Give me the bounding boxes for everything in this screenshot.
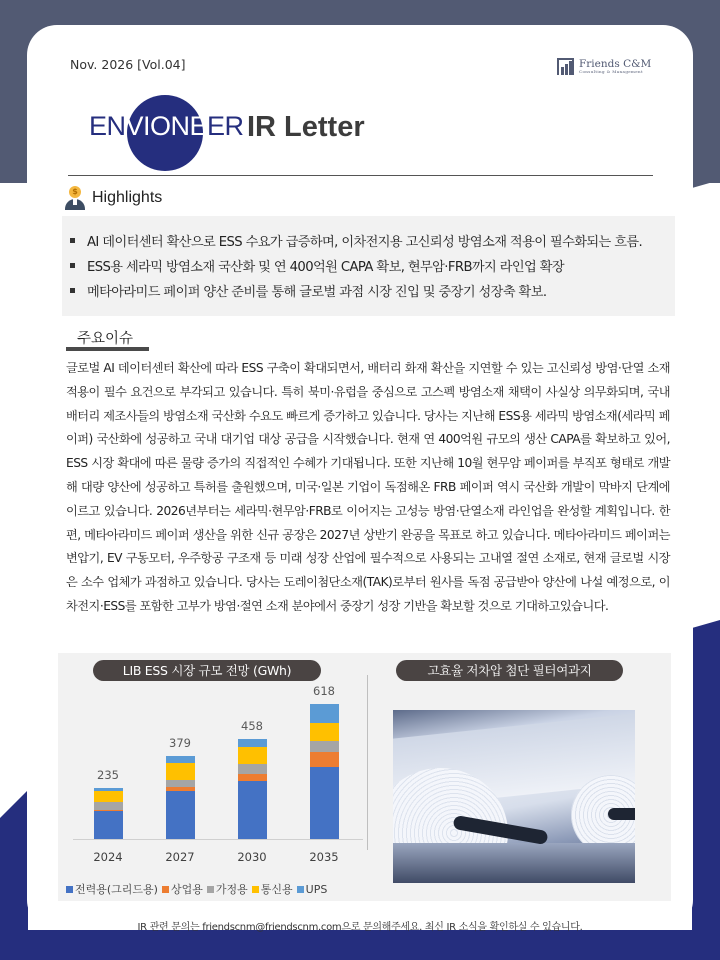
square-bullet-icon — [70, 288, 75, 293]
background-bottom-band — [0, 930, 720, 960]
background-right-bottom-accent — [692, 620, 720, 960]
legend-item: 가정용 — [207, 881, 248, 897]
legend-swatch-icon — [162, 886, 169, 893]
legend-swatch-icon — [252, 886, 259, 893]
brand-subtitle: Consulting & Management — [579, 69, 643, 75]
bar-segment — [238, 739, 267, 747]
chart-divider — [367, 675, 368, 850]
legend-item: UPS — [297, 881, 328, 897]
bar-segment — [166, 780, 195, 788]
highlight-item: 메타아라미드 페이퍼 양산 준비를 통해 글로벌 과점 시장 진입 및 중장기 성장축 확보. — [70, 278, 675, 303]
highlight-item: AI 데이터센터 확산으로 ESS 수요가 급증하며, 이차전지용 고신뢰성 방염소재 적용이 필수화되는 흐름. — [70, 228, 675, 253]
chart-title-pill: LIB ESS 시장 규모 전망 (GWh) — [93, 660, 321, 681]
highlight-item: ESS용 세라믹 방염소재 국산화 및 연 400억원 CAPA 확보, 현무암·FRB까지 라인업 확장 — [70, 253, 675, 278]
bar-segment — [94, 802, 123, 810]
logo-text-before: EN — [89, 111, 126, 141]
x-axis-label: 2027 — [165, 850, 195, 864]
bar-segment — [238, 747, 267, 764]
brand-name: Friends C&M — [579, 57, 652, 70]
bar-segment — [238, 764, 267, 774]
bar-segment — [310, 723, 339, 742]
bar-segment — [166, 763, 195, 779]
highlights-header — [64, 186, 162, 210]
bar-segment — [94, 791, 123, 802]
square-bullet-icon — [70, 238, 75, 243]
square-bullet-icon — [70, 263, 75, 268]
footer-contact: IR 관련 문의는 friendscnm@friendscnm.com으로 문의해주세요. 최신 IR 소식을 확인하실 수 있습니다. — [137, 922, 583, 933]
bar-total-label: 458 — [241, 719, 263, 734]
x-axis-label: 2030 — [237, 850, 267, 864]
figures-panel — [58, 653, 671, 901]
bar-total-label: 235 — [97, 767, 119, 782]
background-right-accent — [692, 40, 720, 190]
highlights-title: Highlights — [92, 189, 163, 206]
chart-bar-2027 — [166, 756, 195, 839]
photo-title-pill: 고효율 저차압 첨단 필터여과지 — [396, 660, 623, 681]
chart-bar-2024 — [94, 788, 123, 839]
title-divider — [68, 175, 653, 176]
legend-swatch-icon — [207, 886, 214, 893]
legend-swatch-icon — [66, 886, 73, 893]
brand-bars-icon — [557, 58, 574, 75]
legend-item: 전력용(그리드용) — [66, 881, 158, 897]
filter-paper-rolls-photo — [393, 710, 635, 883]
highlights-list — [62, 216, 675, 316]
bar-segment — [310, 767, 339, 839]
issue-date: Nov. 2026 [Vol.04] — [70, 57, 186, 72]
bar-segment — [310, 752, 339, 767]
bar-segment — [310, 704, 339, 723]
bar-segment — [238, 781, 267, 839]
legend-swatch-icon — [297, 886, 304, 893]
chart-x-axis — [73, 839, 363, 840]
page-title: IR Letter — [247, 111, 365, 143]
x-axis-label: 2024 — [93, 850, 123, 864]
bar-total-label: 618 — [313, 684, 335, 699]
businessman-coin-icon: $ — [64, 186, 86, 210]
bar-segment — [238, 774, 267, 781]
bar-segment — [166, 756, 195, 763]
chart-legend — [66, 881, 327, 897]
logo-text-after: ER — [207, 111, 244, 141]
logo-text-inner: VIONE — [125, 111, 208, 141]
main-issue-title: 주요이슈 — [77, 331, 134, 347]
bar-segment — [94, 811, 123, 839]
envioneer-logo — [89, 111, 244, 142]
main-issue-body: 글로벌 AI 데이터센터 확산에 따라 ESS 구축이 확대되면서, 배터리 화재 확산을 지연할 수 있는 고신뢰성 방염·단열 소재 적용이 필수 요건으로 부각되고 있습니다. 특히 북미·유럽을 중심으로 고스펙 방염소재 채택이 사실상 의무화되며, 국내 배터리 제조사들의 방염소재 국산화 수요도 빠르게 증가하고 있습니다. 당사는 지난해 ESS용 세라믹 방염소재(세라믹 페이퍼) 국산화에 성공하고 국내 대기업 대상 공급을 시작했습니다. 현재 연 400억원 규모의 생산 CAPA를 확보하고 있어, ESS 시장 확대에 따른 물량 증가의 직접적인 수혜가 기대됩니다. 또한 지난해 10월 현무암 페이퍼를 부직포 형태로 개발해 대량 양산에 성공하고 특허를 출원했으며, 미국·일본 기업이 독점해온 FRB 페이퍼 역시 국산화 개발이 막바지 단계에 이르고 있습니다. 2026년부터는 세라믹·현무암·FRB로 이어지는 고성능 방염·단열소재 라인업을 완성할 계획입니다. 한편, 메타아라미드 페이퍼 생산을 위한 신규 공장은 2027년 상반기 완공을 목표로 하고 있습니다. 메타아라미드 페이퍼는 변압기, EV 구동모터, 우주항공 구조재 등 미래 성장 산업에 필수적으로 사용되는 고내열 절연 소재로, 현재 글로벌 시장은 소수 업체가 과점하고 있습니다. 당사는 도레이첨단소재(TAK)로부터 원사를 독점 공급받아 양산에 나설 예정으로, 이차전지·ESS를 포함한 고부가 방염·절연 소재 분야에서 중장기 성장 기반을 확보할 것으로 기대하고있습니다. — [66, 361, 670, 613]
ess-market-chart — [58, 683, 358, 901]
bar-segment — [310, 741, 339, 751]
chart-bar-2030 — [238, 739, 267, 839]
chart-bar-2035 — [310, 704, 339, 839]
legend-item: 상업용 — [162, 881, 203, 897]
main-issue-underline — [66, 347, 149, 351]
brand-logo — [557, 58, 651, 75]
bar-total-label: 379 — [169, 736, 191, 751]
x-axis-label: 2035 — [309, 850, 339, 864]
bar-segment — [166, 791, 195, 839]
legend-item: 통신용 — [252, 881, 293, 897]
